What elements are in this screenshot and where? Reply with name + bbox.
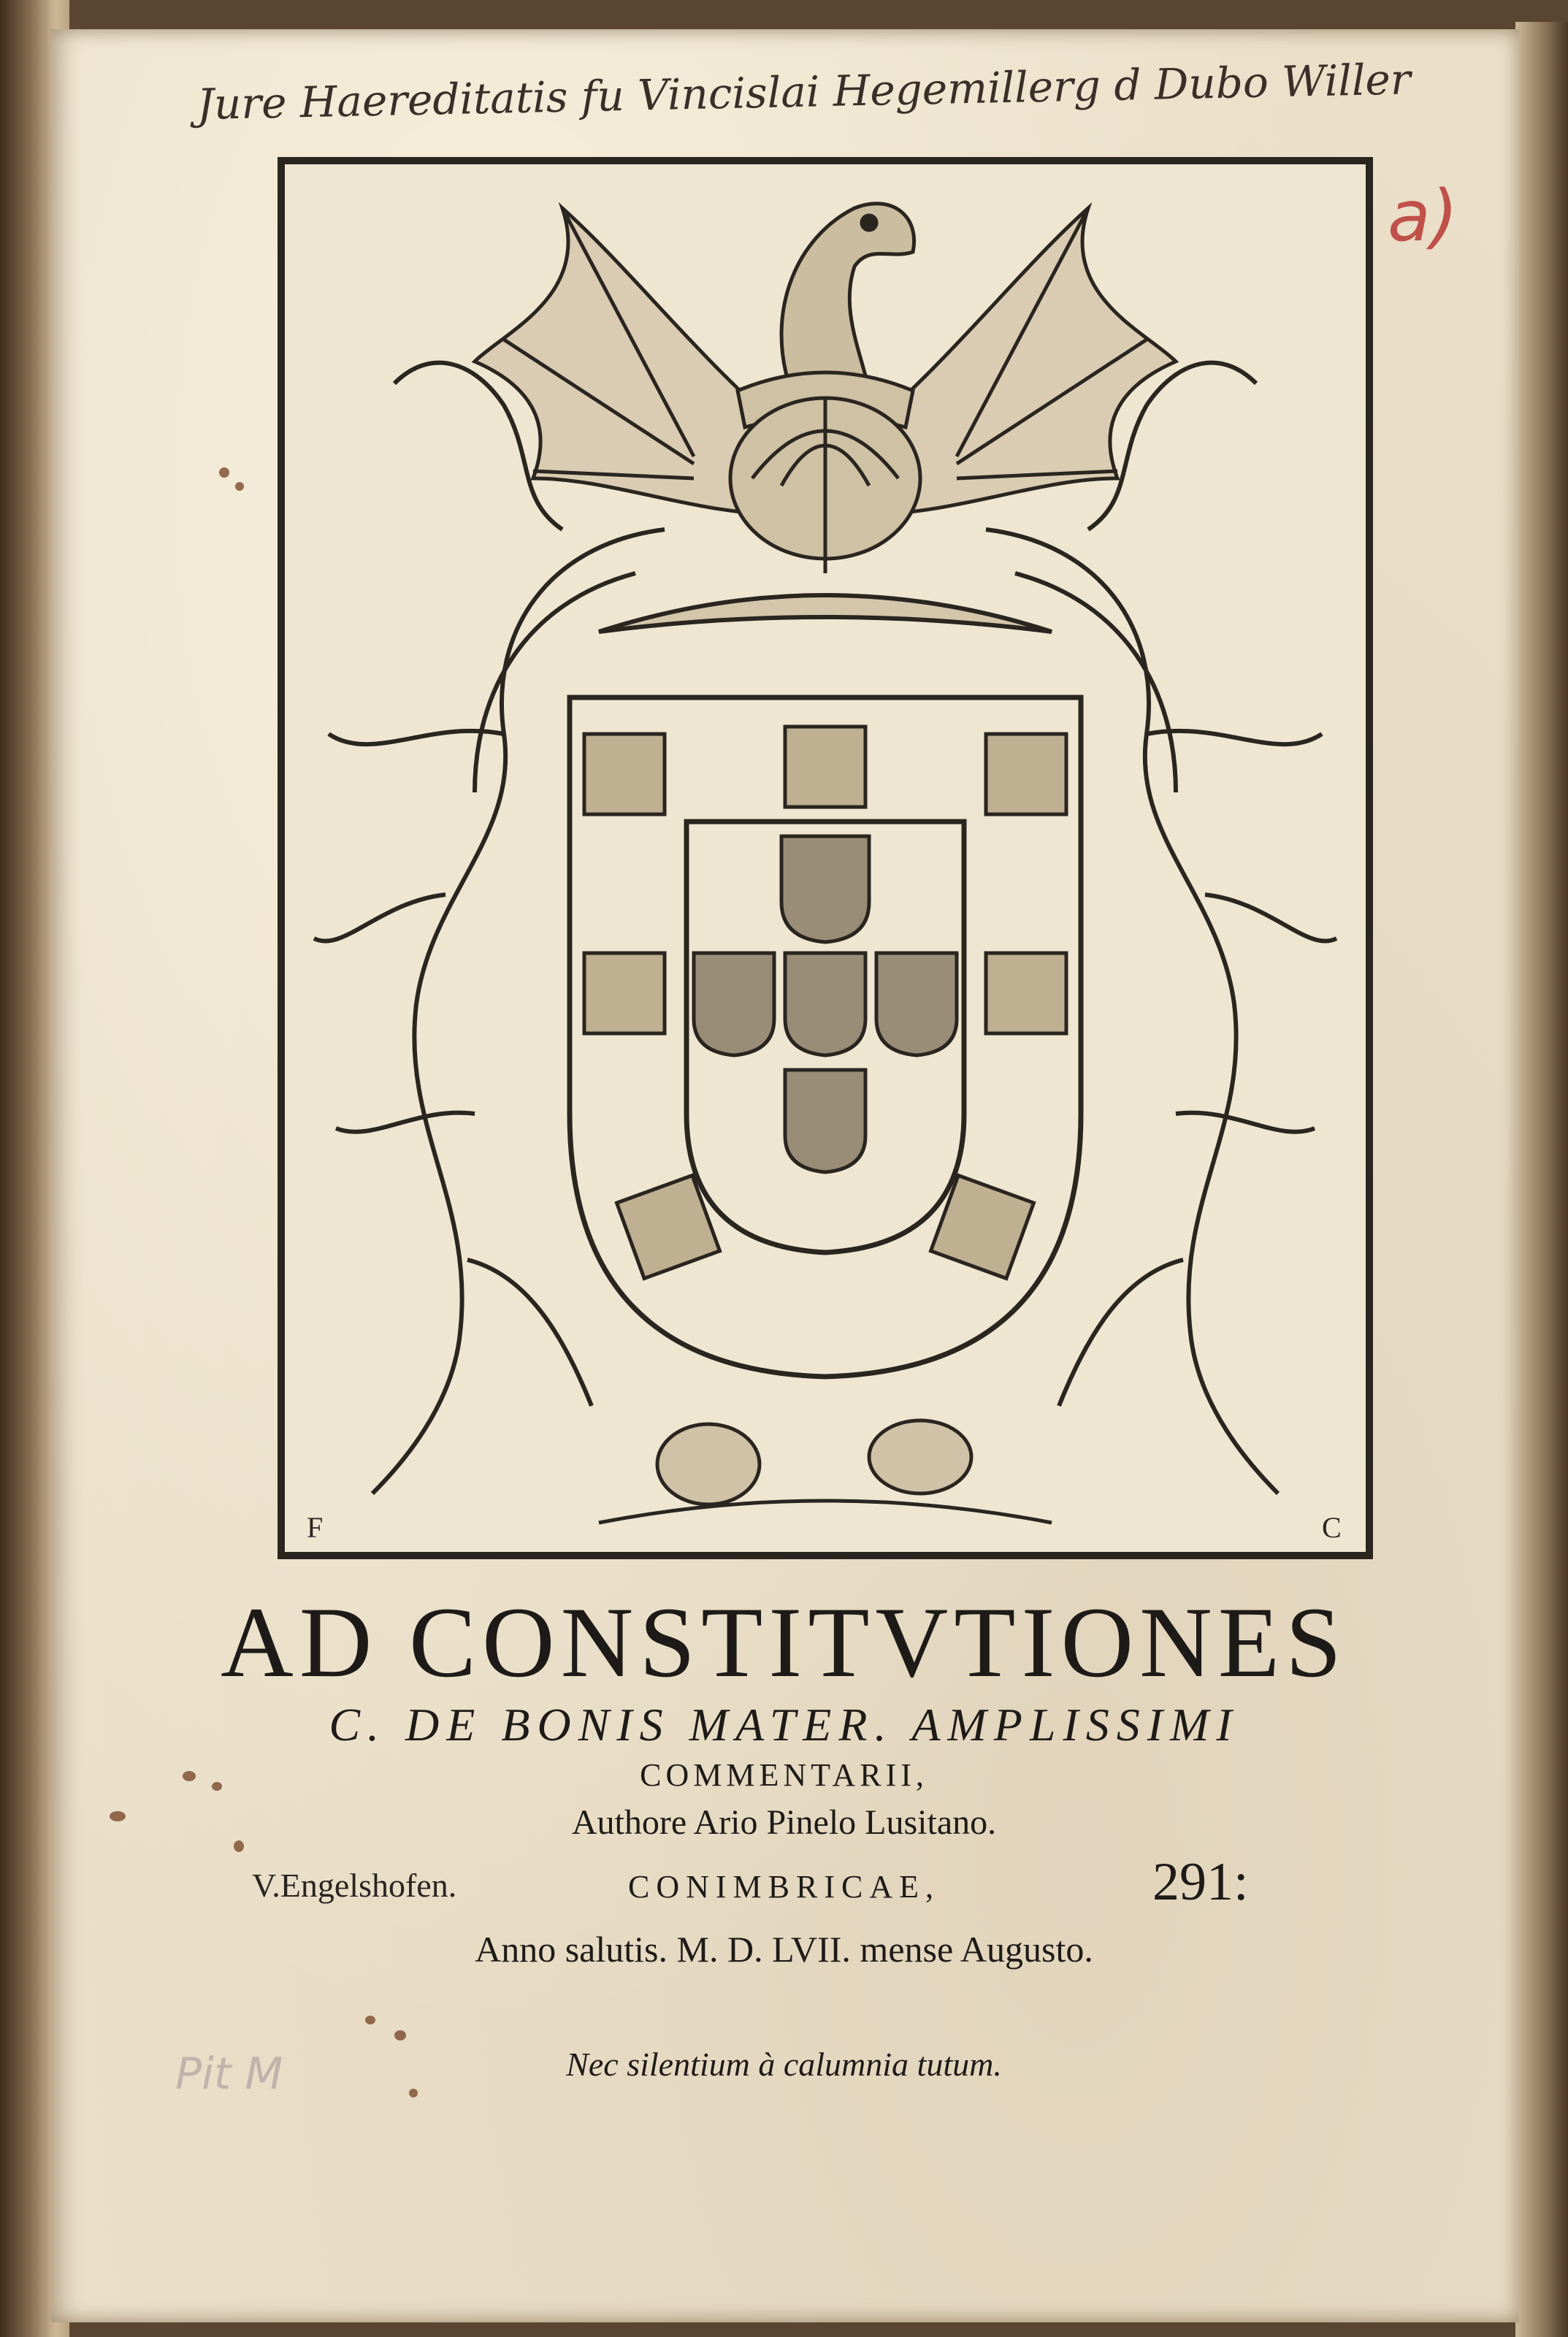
woodcut-corner-left: F (307, 1511, 324, 1544)
motto: Nec silentium à calumnia tutum. (566, 2046, 1002, 2083)
pomegranates (599, 1420, 1052, 1523)
coat-of-arms-woodcut (278, 157, 1373, 1559)
stain (219, 467, 229, 478)
provenance-inscription: Jure Haereditatis fu Vincislai Hegemillerg d Dubo Willer (196, 54, 1412, 130)
page-edges (1515, 22, 1568, 2337)
stain (234, 1840, 244, 1852)
owner-note: V.Engelshofen. (252, 1867, 457, 1904)
library-stamp: Pit M (175, 2049, 283, 2100)
stain (409, 2089, 418, 2097)
stain (365, 2016, 375, 2024)
subtitle: C. DE BONIS MATER. AMPLISSIMI (329, 1699, 1239, 1751)
stain (394, 2030, 406, 2040)
commentarii-line: COMMENTARII, (640, 1757, 928, 1793)
main-title: AD CONSTITVTIONES (221, 1586, 1347, 1698)
catalogue-number: 291: (1152, 1852, 1249, 1912)
shelf-mark: a) (1388, 175, 1458, 257)
imprint-date: Anno salutis. M. D. LVII. mense Augusto. (475, 1929, 1093, 1970)
stain (235, 482, 244, 491)
stain (183, 1771, 196, 1781)
crown (730, 372, 920, 573)
woodcut-illustration (285, 164, 1366, 1552)
stain (110, 1811, 126, 1821)
imprint-place: CONIMBRICAE, (627, 1869, 941, 1905)
woodcut-corner-right: C (1322, 1511, 1342, 1544)
author-line: Authore Ario Pinelo Lusitano. (571, 1803, 997, 1842)
dragon-crest (781, 204, 914, 391)
stain (212, 1782, 222, 1791)
torse (599, 595, 1052, 632)
